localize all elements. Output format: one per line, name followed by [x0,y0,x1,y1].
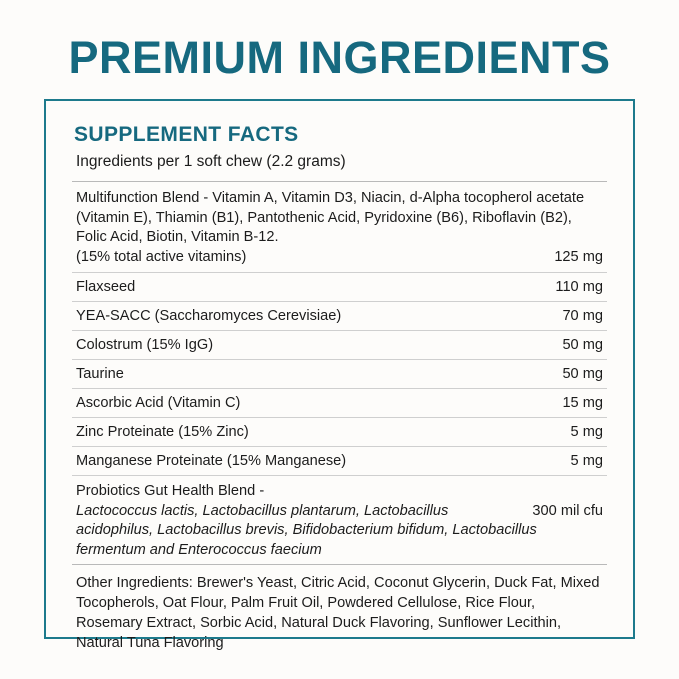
ingredient-row [72,360,607,388]
ingredient-row [72,447,607,475]
other-ingredients-text: Other Ingredients: Brewer's Yeast, Citric Acid, Coconut Glycerin, Duck Fat, Mixed Tocopherols, Oat Flour, Palm Fruit Oil, Powdered Cellulose, Rice Flour, Rosemary Extract, Sorbic Acid, Natural Duck Flavoring, Sunflower Lecithin, Natural Tuna Flavoring [76,575,600,651]
ingredient-row [72,389,607,417]
multifunction-blend-row [72,248,607,273]
multifunction-blend-description: Multifunction Blend - Vitamin A, Vitamin D3, Niacin, d-Alpha tocopherol acetate (Vitamin E), Thiamin (B1), Pantothenic Acid, Pyridoxine (B6), Riboflavin (B2), Folic Acid, Biotin, Vitamin B-12. [76,190,585,246]
panel-title: SUPPLEMENT FACTS [74,123,299,147]
supplement-facts-panel [44,99,635,651]
page-title: PREMIUM INGREDIENTS [68,32,611,83]
ingredient-name: Zinc Proteinate (15% Zinc) [76,424,249,441]
probiotics-blend-strains [72,502,607,565]
ingredient-amount: 70 mg [562,308,603,325]
ingredient-name: YEA-SACC (Saccharomyces Cerevisiae) [76,308,342,325]
ingredient-name: Manganese Proteinate (15% Manganese) [76,453,347,470]
ingredient-name: Colostrum (15% IgG) [76,337,214,354]
ingredient-amount: 5 mg [570,424,603,441]
probiotics-strain-list: Lactococcus lactis, Lactobacillus plantarum, Lactobacillus acidophilus, Lactobacillus brevis, Bifidobacterium bifidum, Lactobacillus fermentum and Enterococcus faecium [76,502,537,558]
ingredient-name: Ascorbic Acid (Vitamin C) [76,395,241,412]
ingredient-name: Flaxseed [76,279,136,296]
ingredient-row [72,331,607,359]
ingredient-amount: 15 mg [562,395,603,412]
ingredient-amount: 5 mg [570,453,603,470]
probiotics-blend-amount: 300 mil cfu [532,502,603,519]
ingredient-name: Taurine [76,366,124,383]
ingredient-row [72,302,607,330]
ingredient-amount: 50 mg [562,366,603,383]
ingredient-amount: 110 mg [555,279,603,296]
ingredient-row [72,273,607,301]
ingredient-amount: 50 mg [562,337,603,354]
ingredient-row [72,418,607,446]
probiotics-blend-heading: Probiotics Gut Health Blend - [76,483,265,500]
multifunction-blend-amount: 125 mg [554,248,603,265]
serving-size-text: Ingredients per 1 soft chew (2.2 grams) [76,153,346,171]
multifunction-blend-note: (15% total active vitamins) [76,248,247,265]
